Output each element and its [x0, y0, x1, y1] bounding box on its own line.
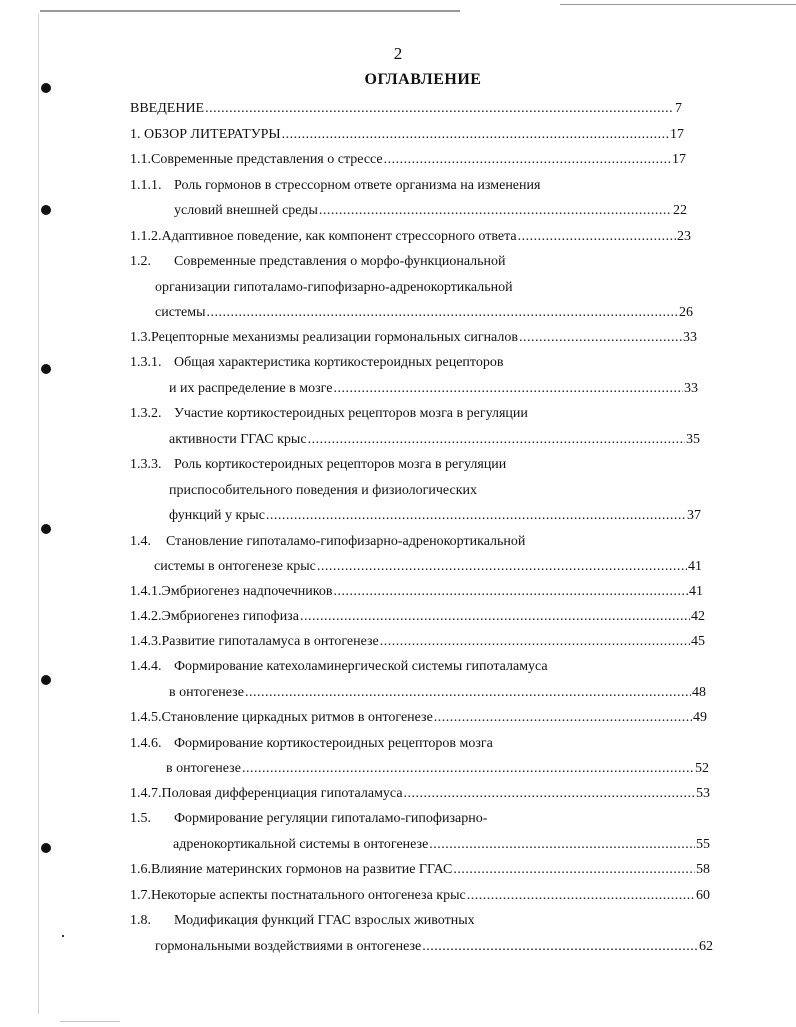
toc-entry [130, 608, 705, 626]
toc-entry [130, 785, 710, 803]
toc-leader-dots [519, 329, 682, 347]
toc-entry-title: Роль гормонов в стрессорном ответе организма на изменения [174, 178, 541, 193]
toc-leader-dots [333, 380, 683, 398]
toc-entry-title: адренокортикальной системы в онтогенезе [173, 837, 429, 852]
toc-entry-page: 41 [688, 559, 702, 574]
toc-entry-title: Формирование катехоламинергической системы гипоталамуса [174, 659, 548, 674]
toc-entry [174, 202, 687, 220]
toc-entry [169, 684, 706, 702]
toc-entry-number: 1.3.1. [130, 355, 162, 370]
toc-entry [130, 887, 710, 905]
toc-entry-number: 1.5. [130, 811, 151, 826]
toc-entry-number: 1.4.1. [130, 584, 162, 599]
toc-entry-title: и их распределение в мозге [169, 381, 333, 396]
toc-entry-title: Эмбриогенез гипофиза [161, 609, 299, 624]
toc-entry [130, 861, 710, 879]
toc-leader-dots [422, 938, 698, 956]
toc-leader-dots [207, 304, 678, 322]
toc-entry-title: Рецепторные механизмы реализации гормональных сигналов [151, 330, 518, 345]
punch-hole-6 [41, 843, 51, 853]
scan-border-top [40, 10, 460, 12]
toc-entry [130, 735, 493, 753]
toc-entry-title: Современные представления о стрессе [151, 152, 383, 167]
toc-entry-title: гормональными воздействиями в онтогенезе [155, 939, 422, 954]
toc-entry [130, 177, 540, 195]
toc-entry-title: системы [155, 305, 206, 320]
toc-leader-dots [300, 608, 690, 626]
toc-entry-title: Общая характеристика кортикостероидных рецепторов [174, 355, 504, 370]
toc-entry [169, 482, 477, 500]
toc-entry-number: 1.4.7. [130, 786, 162, 801]
toc-entry-number: 1.4.3. [130, 634, 162, 649]
toc-entry-title: приспособительного поведения и физиологических [169, 483, 477, 498]
page-number: 2 [393, 44, 403, 63]
toc-entry [169, 507, 701, 525]
toc-leader-dots [266, 507, 686, 525]
toc-entry [154, 558, 702, 576]
toc-title: ОГЛАВЛЕНИЕ [364, 71, 482, 88]
punch-hole-3 [41, 364, 51, 374]
toc-entry [130, 405, 528, 423]
toc-entry-page: 53 [696, 786, 710, 801]
toc-entry-title: Формирование кортикостероидных рецепторов мозга [174, 736, 493, 751]
scan-border-top-right [560, 4, 796, 5]
toc-entry [155, 279, 513, 297]
toc-entry-title: Эмбриогенез надпочечников [161, 584, 333, 599]
toc-entry-title: условий внешней среды [174, 203, 318, 218]
toc-entry-number: 1.4.5. [130, 710, 162, 725]
toc-leader-dots [242, 760, 694, 778]
toc-entry [130, 583, 703, 601]
toc-entry-number: 1.3. [130, 330, 151, 345]
toc-entry-title: Формирование регуляции гипоталамо-гипофизарно- [174, 811, 488, 826]
toc-entry-title: Современные представления о морфо-функциональной [174, 254, 506, 269]
toc-entry-page: 55 [696, 837, 710, 852]
toc-entry-page: 37 [687, 508, 701, 523]
toc-entry-number: 1.6. [130, 862, 151, 877]
toc-entry-page: 7 [675, 101, 682, 116]
toc-entry-number: 1.1.2. [130, 229, 162, 244]
toc-entry-page: 48 [692, 685, 706, 700]
toc-entry-number: 1.8. [130, 913, 151, 928]
toc-entry [173, 836, 710, 854]
toc-entry-title: Становление циркадных ритмов в онтогенезе [161, 710, 433, 725]
toc-entry-title: Участие кортикостероидных рецепторов мозга в регуляции [174, 406, 528, 421]
toc-entry-page: 52 [695, 761, 709, 776]
toc-entry-title: Некоторые аспекты постнатального онтогенеза крыс [151, 888, 466, 903]
toc-entry [130, 253, 506, 271]
toc-entry-page: 26 [679, 305, 693, 320]
toc-entry-title: Роль кортикостероидных рецепторов мозга в регуляции [174, 457, 507, 472]
toc-entry-page: 41 [689, 584, 703, 599]
toc-entry-number: 1.4. [130, 534, 151, 549]
toc-entry-page: 22 [673, 203, 687, 218]
toc-leader-dots [205, 100, 674, 118]
toc-leader-dots [467, 887, 695, 905]
toc-leader-dots [334, 583, 689, 601]
toc-entry-title: 1. ОБЗОР ЛИТЕРАТУРЫ [130, 127, 281, 142]
toc-leader-dots [282, 126, 669, 144]
toc-entry [130, 100, 682, 118]
toc-entry-title: Модификация функций ГГАС взрослых животных [174, 913, 475, 928]
toc-entry-page: 60 [696, 888, 710, 903]
toc-leader-dots [429, 836, 695, 854]
toc-entry-title: системы в онтогенезе крыс [154, 559, 316, 574]
toc-entry-title: Развитие гипоталамуса в онтогенезе [161, 634, 379, 649]
toc-entry [155, 938, 713, 956]
toc-entry-title: активности ГГАС крыс [169, 432, 307, 447]
toc-leader-dots [453, 861, 695, 879]
toc-leader-dots [317, 558, 687, 576]
toc-entry [130, 126, 684, 144]
punch-hole-2 [41, 205, 51, 215]
toc-entry [130, 354, 503, 372]
toc-entry-page: 58 [696, 862, 710, 877]
toc-entry [166, 760, 709, 778]
toc-entry [130, 456, 506, 474]
toc-entry-title: функций у крыс [169, 508, 265, 523]
toc-entry [155, 304, 693, 322]
toc-entry-page: 42 [691, 609, 705, 624]
toc-entry-title: Адаптивное поведение, как компонент стрессорного ответа [161, 229, 517, 244]
toc-leader-dots [434, 709, 692, 727]
toc-entry [130, 633, 705, 651]
toc-entry [130, 810, 487, 828]
toc-entry [130, 228, 691, 246]
toc-entry-number: 1.4.4. [130, 659, 162, 674]
toc-entry-title: Половая дифференциация гипоталамуса [161, 786, 403, 801]
toc-entry-title: организации гипоталамо-гипофизарно-адренокортикальной [155, 280, 513, 295]
toc-entry-number: 1.4.2. [130, 609, 162, 624]
toc-leader-dots [245, 684, 691, 702]
toc-entry-page: 17 [672, 152, 686, 167]
toc-leader-dots [404, 785, 695, 803]
toc-entry-page: 49 [693, 710, 707, 725]
toc-entry [130, 151, 686, 169]
toc-entry-page: 33 [683, 330, 697, 345]
toc-entry [130, 912, 475, 930]
punch-hole-4 [41, 524, 51, 534]
toc-entry-page: 45 [691, 634, 705, 649]
scan-border-bottom [60, 1021, 120, 1022]
toc-entry-page: 62 [699, 939, 713, 954]
toc-entry-page: 35 [686, 432, 700, 447]
toc-leader-dots [384, 151, 671, 169]
toc-entry-page: 33 [684, 381, 698, 396]
toc-leader-dots [319, 202, 672, 220]
punch-hole-5 [41, 675, 51, 685]
toc-entry [130, 329, 697, 347]
toc-entry-page: 23 [677, 229, 691, 244]
toc-entry [130, 533, 525, 551]
toc-entry-number: 1.4.6. [130, 736, 162, 751]
toc-entry-page: 17 [670, 127, 684, 142]
toc-leader-dots [308, 431, 685, 449]
toc-entry-number: 1.1.1. [130, 178, 162, 193]
toc-entry [169, 431, 700, 449]
toc-entry-number: 1.3.2. [130, 406, 162, 421]
toc-leader-dots [380, 633, 690, 651]
toc-entry-title: Становление гипоталамо-гипофизарно-адренокортикальной [166, 534, 526, 549]
speck [62, 935, 64, 937]
toc-entry-number: 1.3.3. [130, 457, 162, 472]
toc-leader-dots [518, 228, 676, 246]
toc-entry [169, 380, 698, 398]
toc-entry [130, 658, 548, 676]
scan-border-left [38, 14, 39, 1014]
toc-entry [130, 709, 707, 727]
toc-entry-title: ВВЕДЕНИЕ [130, 101, 205, 116]
toc-entry-number: 1.2. [130, 254, 151, 269]
toc-entry-title: в онтогенезе [166, 761, 241, 776]
toc-entry-title: Влияние материнских гормонов на развитие ГГАС [151, 862, 453, 877]
toc-entry-number: 1.1. [130, 152, 151, 167]
toc-entry-number: 1.7. [130, 888, 151, 903]
toc-entry-title: в онтогенезе [169, 685, 244, 700]
